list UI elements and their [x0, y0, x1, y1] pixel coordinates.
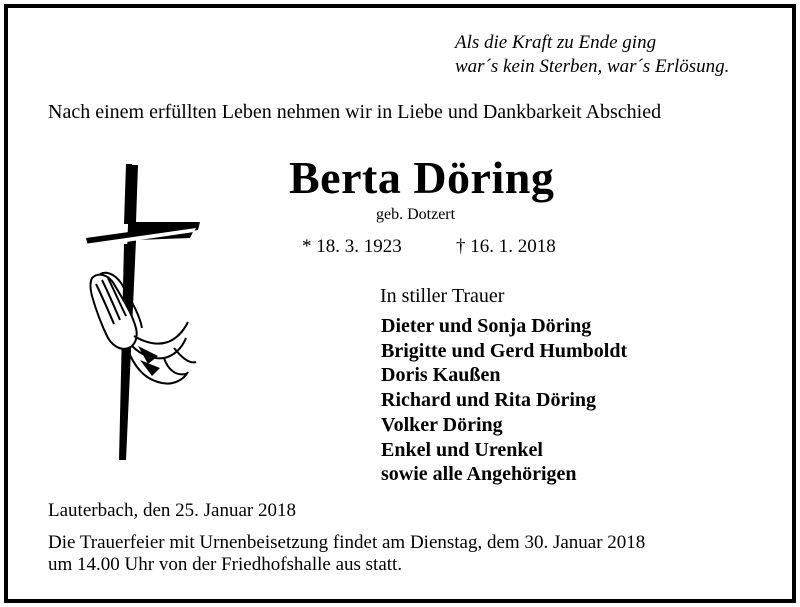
death-date: † 16. 1. 2018 — [456, 236, 556, 257]
ceremony-line-2: um 14.00 Uhr von der Friedhofshalle aus statt. — [48, 554, 403, 575]
maiden-name: geb. Dotzert — [376, 206, 456, 223]
mourner-name: Doris Kaußen — [381, 364, 501, 387]
mourners-list — [381, 314, 627, 487]
quote-line-2: war´s kein Sterben, war´s Erlösung. — [455, 56, 730, 77]
ceremony-line-1: Die Trauerfeier mit Urnenbeisetzung findet am Dienstag, dem 30. Januar 2018 — [48, 532, 646, 553]
mourner-name: Richard und Rita Döring — [381, 389, 597, 412]
place-date: Lauterbach, den 25. Januar 2018 — [48, 500, 296, 521]
mourner-name: Volker Döring — [381, 413, 503, 436]
mourner-name: Enkel und Urenkel — [381, 438, 543, 461]
cross-with-praying-hands-icon — [78, 160, 208, 465]
mourner-name: Brigitte und Gerd Humboldt — [381, 339, 628, 362]
intro-text: Nach einem erfüllten Leben nehmen wir in Liebe und Dankbarkeit Abschied — [48, 101, 662, 123]
quote-line-1: Als die Kraft zu Ende ging — [455, 32, 657, 53]
birth-date: * 18. 3. 1923 — [302, 236, 402, 257]
mourner-name: Dieter und Sonja Döring — [381, 315, 592, 337]
mourning-label: In stiller Trauer — [380, 285, 505, 307]
mourner-name: sowie alle Angehörigen — [381, 463, 577, 486]
deceased-name: Berta Döring — [289, 152, 555, 203]
